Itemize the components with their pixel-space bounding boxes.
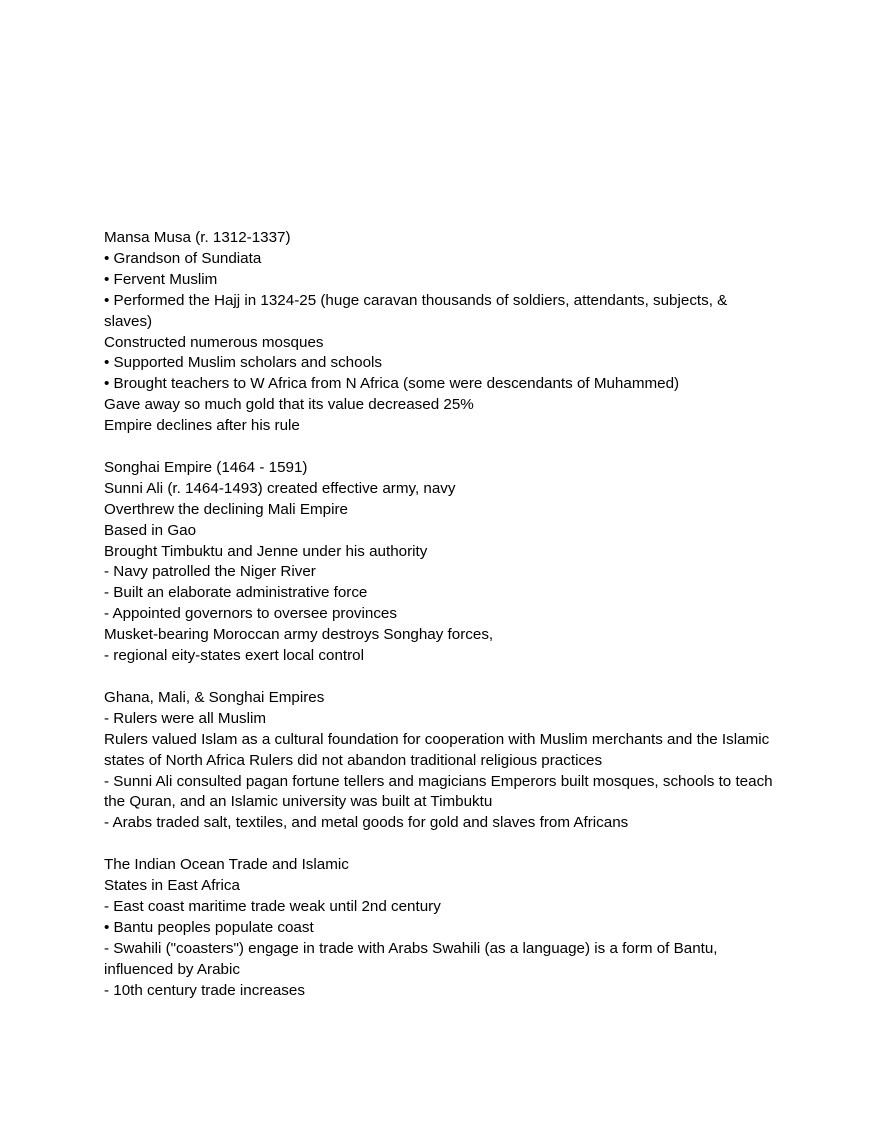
text-line: Overthrew the declining Mali Empire <box>104 500 348 518</box>
text-line: Gave away so much gold that its value decreased 25% <box>104 396 474 414</box>
section-heading: Mansa Musa (r. 1312-1337) <box>104 229 291 246</box>
text-line: Based in Gao <box>104 521 197 539</box>
bullet-line: • Supported Muslim scholars and schools <box>104 354 382 372</box>
dash-line: - East coast maritime trade weak until 2nd century <box>104 897 441 915</box>
section-heading: Ghana, Mali, & Songhai Empires <box>104 688 325 706</box>
dash-line: - Appointed governors to oversee provinces <box>104 605 397 623</box>
bullet-line: • Fervent Muslim <box>104 270 218 288</box>
dash-line: - Swahili ("coasters") engage in trade with Arabs Swahili (as a language) is a form of Bantu, influenced by Arabic <box>104 939 718 978</box>
paragraph-gap <box>104 437 774 458</box>
section-heading: Songhai Empire (1464 - 1591) <box>104 458 308 476</box>
bullet-line: • Bantu peoples populate coast <box>104 918 314 936</box>
text-line: Constructed numerous mosques <box>104 333 324 351</box>
dash-line: - Built an elaborate administrative force <box>104 584 368 602</box>
bullet-line: • Performed the Hajj in 1324-25 (huge caravan thousands of soldiers, attendants, subjects, & slaves) <box>104 291 728 330</box>
dash-line: - Rulers were all Muslim <box>104 709 267 727</box>
paragraph-gap <box>104 667 774 688</box>
dash-line: - Sunni Ali consulted pagan fortune tellers and magicians Emperors built mosques, schools to teach the Quran, and an Islamic university was built at Timbuktu <box>104 772 773 811</box>
text-line: Empire declines after his rule <box>104 417 300 435</box>
dash-line: - Arabs traded salt, textiles, and metal goods for gold and slaves from Africans <box>104 814 629 832</box>
dash-line: - regional eity-states exert local control <box>104 647 364 665</box>
dash-line: - Navy patrolled the Niger River <box>104 563 316 581</box>
section-songhai-empire <box>104 458 774 667</box>
text-line: Sunni Ali (r. 1464-1493) created effective army, navy <box>104 479 456 497</box>
bullet-line: • Grandson of Sundiata <box>104 249 262 267</box>
bullet-line: • Brought teachers to W Africa from N Africa (some were descendants of Muhammed) <box>104 375 680 393</box>
text-line: Brought Timbuktu and Jenne under his authority <box>104 542 428 560</box>
section-mansa-musa <box>104 228 774 437</box>
section-heading: States in East Africa <box>104 877 240 895</box>
document-page <box>104 228 774 1001</box>
text-line: Musket-bearing Moroccan army destroys Songhay forces, <box>104 626 494 644</box>
section-ghana-mali-songhai <box>104 688 774 834</box>
text-line: Rulers valued Islam as a cultural foundation for cooperation with Muslim merchants and the Islamic states of North Africa Rulers did not abandon traditional religious practices <box>104 730 770 769</box>
dash-line: - 10th century trade increases <box>104 981 305 999</box>
section-heading: The Indian Ocean Trade and Islamic <box>104 856 349 874</box>
paragraph-gap <box>104 834 774 855</box>
section-indian-ocean-trade <box>104 855 774 1001</box>
